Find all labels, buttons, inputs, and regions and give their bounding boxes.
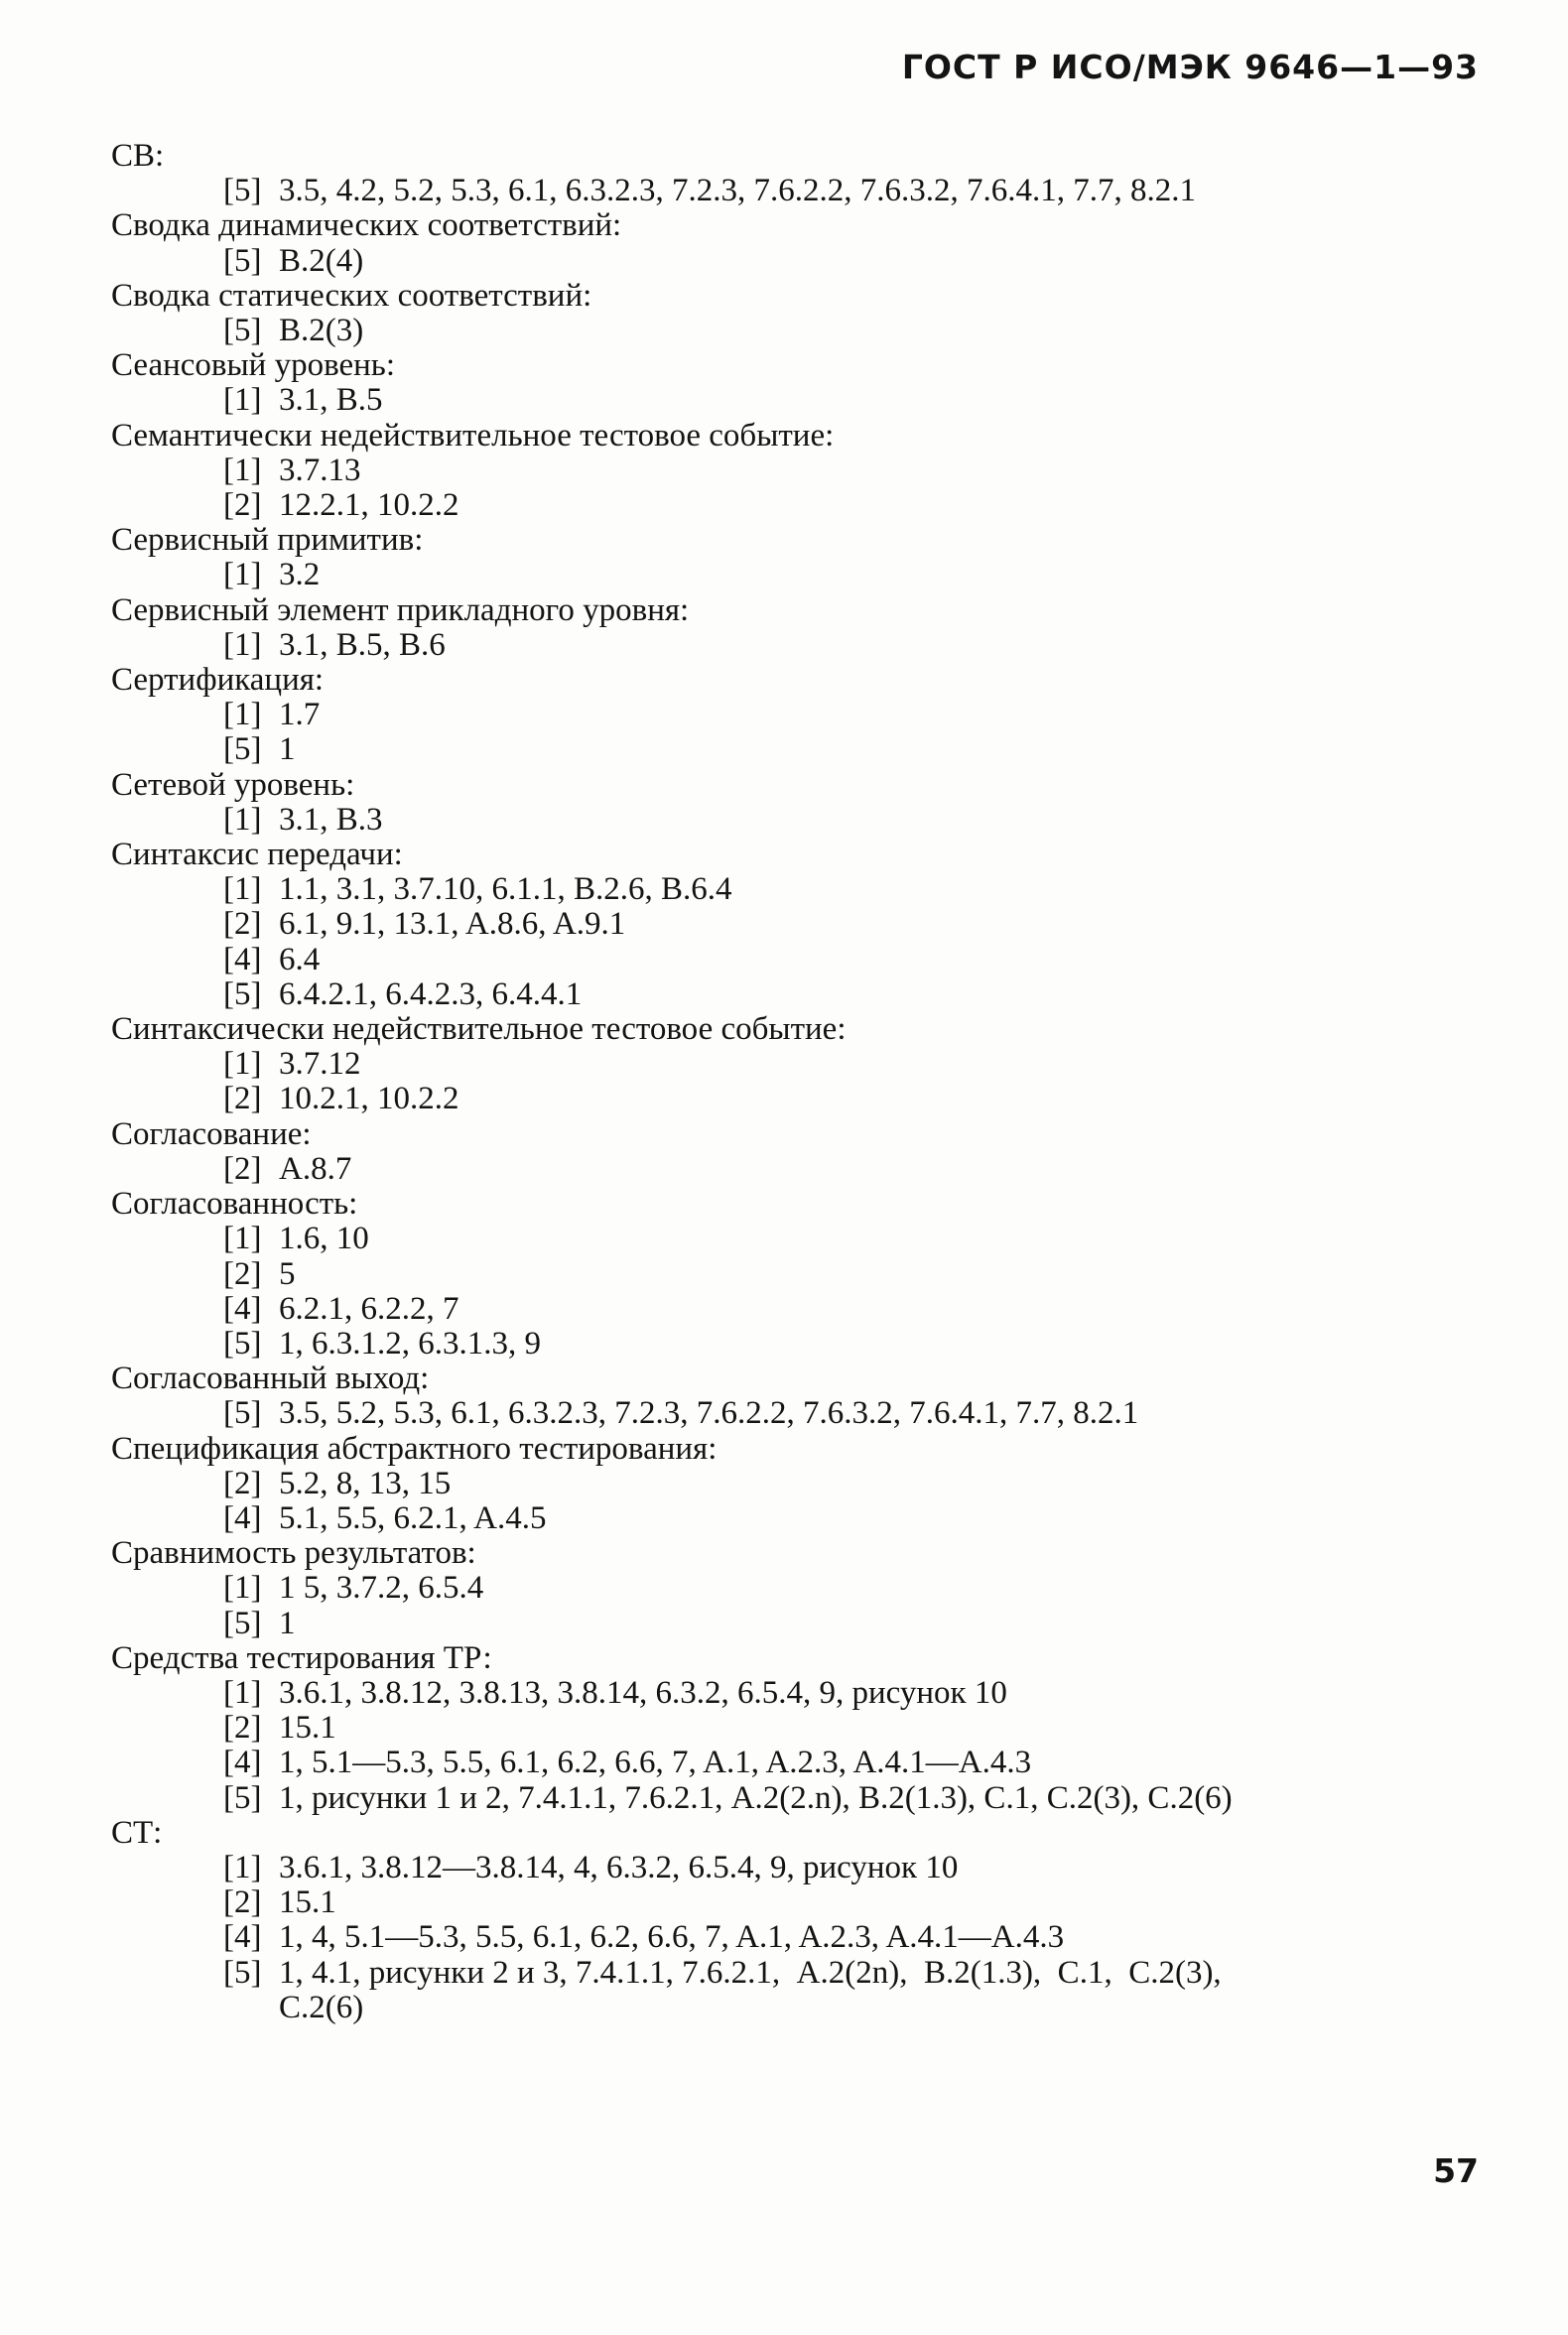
index-reference	[111, 1467, 1501, 1501]
reference-sections: 3.6.1, 3.8.12, 3.8.13, 3.8.14, 6.3.2, 6.5.4, 9, рисунок 10	[279, 1674, 1007, 1711]
index-reference	[111, 1047, 1501, 1082]
index-term: Семантически недействительное тестовое событие:	[111, 417, 835, 454]
reference-sections: 3.7.12	[279, 1046, 361, 1083]
index-reference	[111, 383, 1501, 418]
reference-sections: 6.2.1, 6.2.2, 7	[279, 1290, 459, 1327]
index-term: Синтаксически недействительное тестовое событие:	[111, 1011, 847, 1048]
index-reference	[111, 454, 1501, 488]
index-reference	[111, 1991, 1501, 2025]
index-reference	[111, 1711, 1501, 1746]
page-number: 57	[1433, 2151, 1479, 2190]
index-reference	[111, 977, 1501, 1012]
reference-sections: A.8.7	[279, 1150, 352, 1187]
reference-sections: 3.5, 5.2, 5.3, 6.1, 6.3.2.3, 7.2.3, 7.6.2.2, 7.6.3.2, 7.6.4.1, 7.7, 8.2.1	[279, 1395, 1139, 1432]
reference-source: [5]	[223, 731, 262, 768]
index-reference	[111, 1082, 1501, 1116]
reference-sections: 6.1, 9.1, 13.1, A.8.6, A.9.1	[279, 906, 626, 943]
reference-source: [2]	[223, 487, 262, 524]
index-term: СВ:	[111, 138, 165, 174]
index-term: Сводка динамических соответствий:	[111, 207, 622, 244]
index-reference	[111, 698, 1501, 732]
index-reference	[111, 1781, 1501, 1816]
index-term: Согласованный выход:	[111, 1361, 430, 1397]
reference-sections: 15.1	[279, 1884, 336, 1921]
reference-sections: 3.1, B.3	[279, 801, 383, 838]
reference-source: [4]	[223, 1919, 262, 1956]
reference-source: [1]	[223, 1570, 262, 1607]
index-reference	[111, 628, 1501, 663]
reference-source: [4]	[223, 1290, 262, 1327]
index-reference	[111, 872, 1501, 907]
reference-sections: B.2(3)	[279, 313, 364, 349]
reference-sections: 3.5, 4.2, 5.2, 5.3, 6.1, 6.3.2.3, 7.2.3, 7.6.2.2, 7.6.3.2, 7.6.4.1, 7.7, 8.2.1	[279, 173, 1196, 209]
index-term: Сводка статических соответствий:	[111, 277, 592, 314]
index-reference	[111, 1746, 1501, 1780]
running-header: ГОСТ Р ИСО/МЭК 9646—1—93	[901, 48, 1479, 86]
index-term: Сертификация:	[111, 662, 325, 699]
index-reference	[111, 314, 1501, 348]
reference-source: [5]	[223, 1325, 262, 1362]
reference-source: [5]	[223, 1954, 262, 1991]
subject-index	[111, 139, 1501, 2025]
reference-source: [5]	[223, 313, 262, 349]
index-reference	[111, 1607, 1501, 1641]
reference-sections: 3.1, B.5, B.6	[279, 626, 446, 663]
reference-source: [2]	[223, 1150, 262, 1187]
index-reference	[111, 1885, 1501, 1920]
reference-source: [1]	[223, 1221, 262, 1257]
reference-source: [2]	[223, 1884, 262, 1921]
index-reference	[111, 943, 1501, 977]
reference-source: [4]	[223, 1499, 262, 1536]
reference-source: [1]	[223, 382, 262, 419]
reference-source: [2]	[223, 1465, 262, 1501]
reference-sections: 6.4	[279, 941, 321, 977]
reference-sections: B.2(4)	[279, 242, 364, 279]
index-term: Средства тестирования ТР:	[111, 1639, 492, 1676]
index-reference	[111, 1501, 1501, 1536]
reference-source: [1]	[223, 871, 262, 908]
reference-source: [5]	[223, 1779, 262, 1816]
reference-sections: 1.7	[279, 697, 321, 733]
reference-sections: 5	[279, 1255, 296, 1292]
reference-source: [2]	[223, 1081, 262, 1117]
reference-sections: 1 5, 3.7.2, 6.5.4	[279, 1570, 484, 1607]
reference-sections: 5.2, 8, 13, 15	[279, 1465, 452, 1501]
reference-source: [2]	[223, 1255, 262, 1292]
reference-source: [1]	[223, 697, 262, 733]
reference-sections: 15.1	[279, 1710, 336, 1747]
reference-source: [1]	[223, 1849, 262, 1885]
reference-sections: 1.1, 3.1, 3.7.10, 6.1.1, B.2.6, B.6.4	[279, 871, 732, 908]
reference-sections: C.2(6)	[279, 1989, 364, 2025]
index-reference	[111, 1292, 1501, 1327]
index-reference	[111, 1396, 1501, 1431]
reference-source: [1]	[223, 452, 262, 488]
index-term: Сравнимость результатов:	[111, 1535, 476, 1572]
reference-sections: 12.2.1, 10.2.2	[279, 487, 459, 524]
reference-sections: 3.7.13	[279, 452, 361, 488]
reference-source: [5]	[223, 242, 262, 279]
reference-source: [1]	[223, 1674, 262, 1711]
reference-source: [1]	[223, 557, 262, 593]
index-reference	[111, 558, 1501, 592]
reference-source: [4]	[223, 941, 262, 977]
reference-sections: 1, 5.1—5.3, 5.5, 6.1, 6.2, 6.6, 7, A.1, A.2.3, A.4.1—A.4.3	[279, 1745, 1032, 1781]
index-reference	[111, 1571, 1501, 1606]
index-reference	[111, 1327, 1501, 1362]
reference-sections: 1, 6.3.1.2, 6.3.1.3, 9	[279, 1325, 541, 1362]
reference-sections: 3.6.1, 3.8.12—3.8.14, 4, 6.3.2, 6.5.4, 9, рисунок 10	[279, 1849, 959, 1885]
index-term: Синтаксис передачи:	[111, 837, 403, 873]
index-reference	[111, 1956, 1501, 1991]
index-term: Сервисный примитив:	[111, 522, 424, 559]
reference-sections: 1.6, 10	[279, 1221, 369, 1257]
reference-source: [5]	[223, 1395, 262, 1432]
index-term: СТ:	[111, 1814, 163, 1851]
index-reference	[111, 1676, 1501, 1711]
reference-source: [4]	[223, 1745, 262, 1781]
reference-sections: 10.2.1, 10.2.2	[279, 1081, 459, 1117]
index-term: Спецификация абстрактного тестирования:	[111, 1430, 718, 1467]
reference-source: [1]	[223, 626, 262, 663]
index-reference	[111, 1222, 1501, 1256]
index-reference	[111, 732, 1501, 767]
index-term: Сервисный элемент прикладного уровня:	[111, 591, 690, 628]
index-term: Сетевой уровень:	[111, 766, 355, 803]
index-reference	[111, 1152, 1501, 1187]
index-reference	[111, 1920, 1501, 1955]
reference-source: [1]	[223, 1046, 262, 1083]
index-reference	[111, 803, 1501, 838]
reference-source: [2]	[223, 906, 262, 943]
index-reference	[111, 1851, 1501, 1885]
index-reference	[111, 174, 1501, 208]
reference-sections: 1	[279, 1605, 296, 1641]
reference-sections: 5.1, 5.5, 6.2.1, A.4.5	[279, 1499, 547, 1536]
reference-sections: 3.1, B.5	[279, 382, 383, 419]
index-reference	[111, 488, 1501, 523]
index-reference	[111, 1257, 1501, 1292]
index-term: Согласование:	[111, 1115, 312, 1152]
reference-sections: 1, рисунки 1 и 2, 7.4.1.1, 7.6.2.1, A.2(2.n), B.2(1.3), C.1, C.2(3), C.2(6)	[279, 1779, 1233, 1816]
reference-source: [2]	[223, 1710, 262, 1747]
reference-sections: 1	[279, 731, 296, 768]
reference-source: [1]	[223, 801, 262, 838]
reference-source: [5]	[223, 975, 262, 1012]
index-term: Согласованность:	[111, 1186, 358, 1223]
reference-sections: 3.2	[279, 557, 321, 593]
reference-sections: 6.4.2.1, 6.4.2.3, 6.4.4.1	[279, 975, 583, 1012]
index-term: Сеансовый уровень:	[111, 347, 395, 384]
reference-source: [5]	[223, 1605, 262, 1641]
index-reference	[111, 244, 1501, 279]
reference-sections: 1, 4.1, рисунки 2 и 3, 7.4.1.1, 7.6.2.1, A.2(2n), B.2(1.3), C.1, C.2(3),	[279, 1954, 1222, 1991]
reference-source: [5]	[223, 173, 262, 209]
reference-sections: 1, 4, 5.1—5.3, 5.5, 6.1, 6.2, 6.6, 7, A.1, A.2.3, A.4.1—A.4.3	[279, 1919, 1065, 1956]
index-reference	[111, 907, 1501, 942]
